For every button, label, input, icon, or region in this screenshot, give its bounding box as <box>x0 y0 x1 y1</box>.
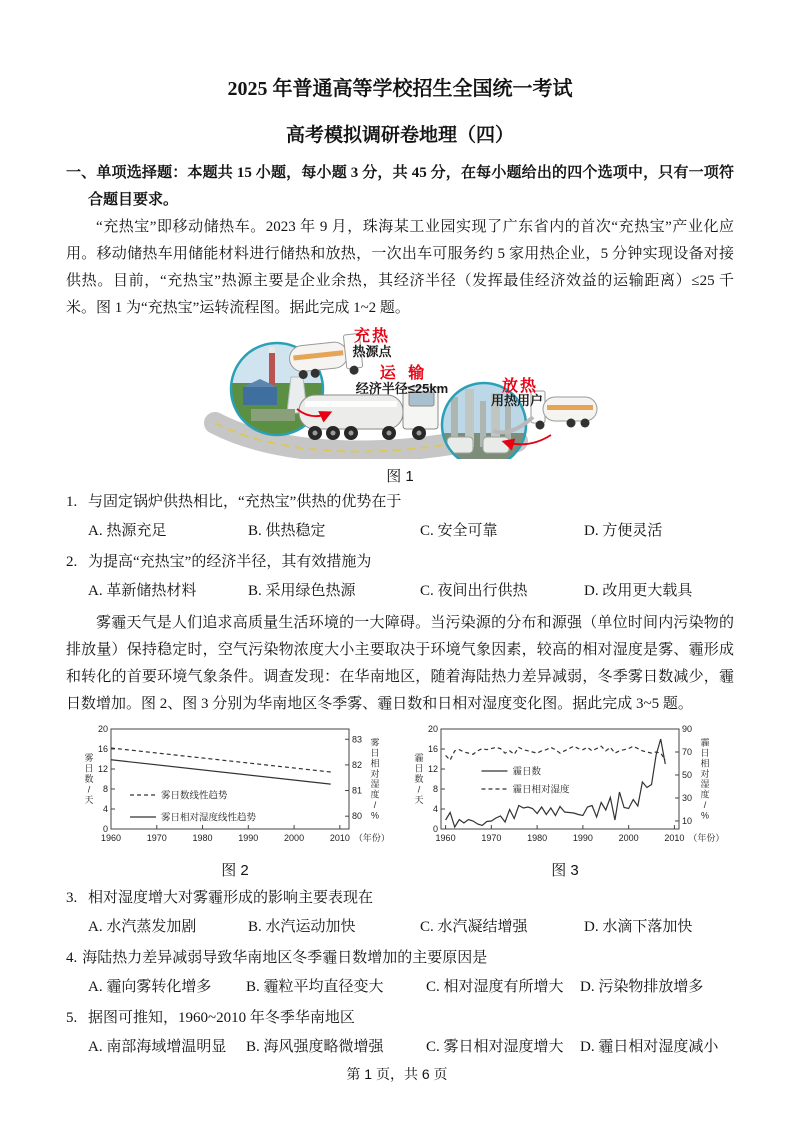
question-2-options <box>88 577 734 606</box>
figure-2 <box>77 723 393 880</box>
svg-text:81: 81 <box>352 785 363 796</box>
svg-text:日: 日 <box>414 763 424 774</box>
svg-text:82: 82 <box>352 759 363 770</box>
svg-text:%: % <box>700 810 710 821</box>
question-3-options <box>88 913 734 942</box>
option-c: C. 夜间出行供热 <box>420 583 528 599</box>
svg-text:湿: 湿 <box>370 779 380 790</box>
svg-text:1970: 1970 <box>481 833 502 843</box>
svg-text:1970: 1970 <box>146 833 167 843</box>
option-b: B. 霾粒平均直径变大 <box>246 979 384 995</box>
passage-2: 雾霾天气是人们追求高质量生活环境的一大障碍。当污染源的分布和源强（单位时间内污染物的排放量）保持稳定时，空气污染物浓度大小主要取决于环境气象因素，较高的相对湿度是雾、霾形成和转化的首要环境气象条件。调查发现：在华南地区，随着海陆热力差异减弱，冬季雾日数减少，霾日数增加。图 2、图 3 分别为华南地区冬季雾、霾日数和日相对湿度变化图。据此完成 3~5 题。 <box>66 615 734 712</box>
svg-text:对: 对 <box>700 768 710 779</box>
figure-3-caption: 图 3 <box>551 862 579 879</box>
option-d: D. 方便灵活 <box>584 523 663 539</box>
exam-subtitle: 高考模拟调研卷地理（四） <box>285 125 514 146</box>
option-a: A. 霾向雾转化增多 <box>88 979 212 995</box>
question-1 <box>66 488 734 517</box>
passage-1: “充热宝”即移动储热车。2023 年 9 月，珠海某工业园实现了广东省内的首次“充热宝”产业化应用。移动储热车用储能材料进行储热和放热，一次出车可服务约 5 家用热企业，5 分钟实现设备对接供热。目前，“充热宝”热源主要是企业余热，其经济半径（发挥最佳经济效益的运输距离）≤25 千米。图 1 为“充热宝”运转流程图。据此完成 1~2 题。 <box>66 219 734 316</box>
svg-text:90: 90 <box>682 724 693 734</box>
question-1-number: 1. <box>66 494 78 510</box>
svg-text:1980: 1980 <box>527 833 548 843</box>
svg-text:相: 相 <box>370 758 380 769</box>
page-footer: 第 1 页，共 6 页 <box>346 1066 448 1082</box>
question-2-number: 2. <box>66 554 78 570</box>
svg-text:2010: 2010 <box>329 833 350 843</box>
svg-text:数: 数 <box>84 774 94 784</box>
svg-text:霾日相对湿度: 霾日相对湿度 <box>512 784 570 796</box>
question-4 <box>66 944 734 973</box>
question-3-number: 3. <box>66 890 78 906</box>
svg-text:10: 10 <box>682 815 693 826</box>
svg-text:度: 度 <box>370 789 380 800</box>
svg-text:日: 日 <box>700 748 710 758</box>
svg-text:/: / <box>417 784 421 795</box>
discharge-label: 放热 <box>501 378 539 395</box>
discharge-sub-label: 用热用户 <box>490 393 544 408</box>
option-a: A. 南部海域增温明显 <box>88 1039 227 1055</box>
question-5-number: 5. <box>66 1010 78 1026</box>
option-a: A. 热源充足 <box>88 523 167 539</box>
question-3 <box>66 884 734 913</box>
svg-text:/: / <box>87 784 91 795</box>
question-3-text: 相对湿度增大对雾霾形成的影响主要表现在 <box>88 890 374 906</box>
svg-text:霾日数: 霾日数 <box>512 766 541 778</box>
option-c: C. 相对湿度有所增大 <box>426 979 564 995</box>
question-1-text: 与固定锅炉供热相比，“充热宝”供热的优势在于 <box>88 494 402 510</box>
figure-3 <box>407 723 723 880</box>
section-heading: 一、单项选择题：本题共 15 小题，每小题 3 分，共 45 分，在每小题给出的四个选项中，只有一项符合题目要求。 <box>66 165 734 208</box>
option-d: D. 霾日相对湿度减小 <box>580 1039 719 1055</box>
svg-text:1960: 1960 <box>435 833 456 843</box>
question-2 <box>66 548 734 577</box>
svg-text:天: 天 <box>414 794 424 805</box>
svg-text:16: 16 <box>97 744 108 754</box>
figure-1-graphic <box>199 325 601 459</box>
svg-text:2000: 2000 <box>618 833 639 843</box>
svg-text:4: 4 <box>432 804 438 814</box>
svg-text:雾: 雾 <box>84 753 94 764</box>
svg-text:20: 20 <box>97 724 108 734</box>
svg-text:1960: 1960 <box>100 833 122 843</box>
option-d: D. 污染物排放增多 <box>580 979 704 995</box>
svg-text:雾: 雾 <box>370 737 380 748</box>
question-5 <box>66 1004 734 1033</box>
svg-text:0: 0 <box>102 824 108 834</box>
svg-text:/: / <box>373 800 377 810</box>
option-b: B. 供热稳定 <box>248 523 326 539</box>
exam-title: 2025 年普通高等学校招生全国统一考试 <box>227 78 573 100</box>
question-1-options <box>88 517 734 546</box>
svg-text:（年份）: （年份） <box>353 833 390 843</box>
svg-text:1980: 1980 <box>192 833 213 843</box>
svg-text:日: 日 <box>370 748 380 758</box>
svg-text:%: % <box>370 810 380 821</box>
figure-1-caption: 图 1 <box>386 468 414 485</box>
question-4-number: 4. <box>66 950 78 966</box>
svg-text:30: 30 <box>682 792 693 803</box>
svg-text:4: 4 <box>102 804 108 814</box>
svg-text:16: 16 <box>427 744 438 754</box>
figure-3-chart <box>407 723 723 858</box>
svg-text:20: 20 <box>427 724 438 734</box>
svg-text:8: 8 <box>102 784 108 794</box>
option-a: A. 水汽蒸发加剧 <box>88 919 197 935</box>
transport-label: 运 输 <box>379 365 429 382</box>
charts-row <box>66 723 734 880</box>
svg-text:12: 12 <box>97 764 108 774</box>
option-c: C. 安全可靠 <box>420 523 498 539</box>
svg-text:数: 数 <box>414 774 424 784</box>
option-b: B. 海风强度略微增强 <box>246 1039 384 1055</box>
question-5-text: 据图可推知，1960~2010 年冬季华南地区 <box>88 1010 355 1026</box>
svg-text:雾日相对湿度线性趋势: 雾日相对湿度线性趋势 <box>161 812 257 824</box>
svg-text:霾: 霾 <box>414 753 424 764</box>
svg-text:12: 12 <box>427 764 438 774</box>
charge-label: 充热 <box>353 328 391 345</box>
option-c: C. 雾日相对湿度增大 <box>426 1039 564 1055</box>
svg-text:天: 天 <box>84 794 94 805</box>
question-4-text: 海陆热力差异减弱导致华南地区冬季霾日数增加的主要原因是 <box>82 950 488 966</box>
option-a: A. 革新储热材料 <box>88 583 197 599</box>
svg-text:度: 度 <box>700 789 710 800</box>
transport-sub-label: 经济半径≤25km <box>355 381 449 396</box>
svg-text:霾: 霾 <box>700 737 710 748</box>
figure-2-chart <box>77 723 393 858</box>
svg-text:80: 80 <box>352 811 363 822</box>
svg-text:70: 70 <box>682 746 693 757</box>
question-5-options <box>88 1033 734 1062</box>
svg-text:日: 日 <box>84 763 94 774</box>
svg-text:湿: 湿 <box>700 779 710 790</box>
svg-text:0: 0 <box>432 824 438 834</box>
svg-text:1990: 1990 <box>238 833 259 843</box>
svg-text:对: 对 <box>370 768 380 779</box>
figure-2-caption: 图 2 <box>221 862 249 879</box>
option-c: C. 水汽凝结增强 <box>420 919 528 935</box>
svg-text:2000: 2000 <box>284 833 305 843</box>
svg-text:50: 50 <box>682 769 693 780</box>
question-4-options <box>88 973 734 1002</box>
svg-text:83: 83 <box>352 734 363 745</box>
option-b: B. 采用绿色热源 <box>248 583 356 599</box>
svg-text:2010: 2010 <box>664 833 685 843</box>
option-d: D. 改用更大载具 <box>584 583 693 599</box>
svg-text:相: 相 <box>700 758 710 769</box>
option-d: D. 水滴下落加快 <box>584 919 693 935</box>
svg-text:1990: 1990 <box>572 833 593 843</box>
svg-text:8: 8 <box>432 784 438 794</box>
question-2-text: 为提高“充热宝”的经济半径，其有效措施为 <box>88 554 372 570</box>
figure-1 <box>199 325 601 464</box>
svg-text:（年份）: （年份） <box>688 833 723 843</box>
svg-text:雾日数线性趋势: 雾日数线性趋势 <box>161 790 228 802</box>
charge-sub-label: 热源点 <box>352 344 392 359</box>
svg-text:/: / <box>703 800 707 810</box>
option-b: B. 水汽运动加快 <box>248 919 356 935</box>
